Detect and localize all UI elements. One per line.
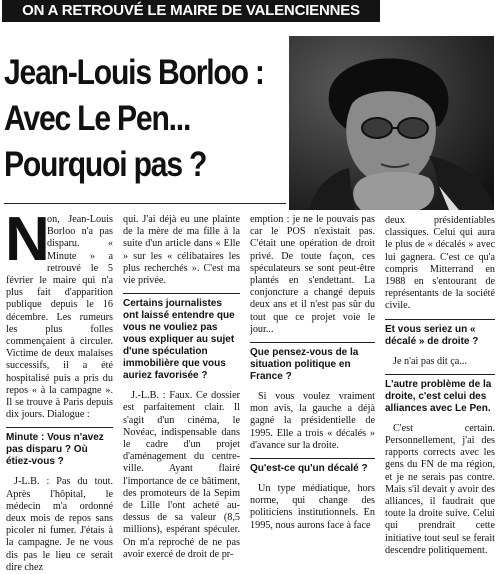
- intro-paragraph: on, Jean-Louis Borloo n'a pas disparu. « Minute » a retrouvé le 5 février le maire qui n'a plus fait d'apparition publique depuis le 16 décembre. Les rumeurs les plus folles commençaient à circuler. Victime de deux malaises successifs, il a été hospitalisé puis a pris du repos « à la campagne ». Il se trouve à Paris depuis dix jours. Dialogue :: [6, 214, 113, 421]
- answer-1: J-L.B. : Pas du tout. Après l'hôpital, le médecin m'a ordonné deux mois de repos sans picoler ni fumer. J'étais à la campagne. Je ne vous dis pas le lieu ce serait dire chez: [6, 476, 113, 573]
- article-column-3: [250, 214, 375, 531]
- headline-line-2: Avec Le Pen...: [4, 99, 191, 138]
- headline-line-3: Pourquoi pas ?: [4, 145, 207, 184]
- portrait-photo-image: [289, 36, 494, 210]
- paragraph-continued: emption : je ne le pouvais pas car le POS n'existait pas. C'était une opération de droit privé. De toute façon, ces spéculateurs se sont peut-être plantés en s'endettant. La conjoncture a changé depuis deux ans et il n'est pas sûr du tout que ce projet voie le jour...: [250, 214, 375, 335]
- question-6: L'autre problème de la droite, c'est celui des alliances avec Le Pen.: [385, 374, 495, 415]
- headline-line-1: Jean-Louis Borloo :: [4, 53, 264, 92]
- kicker-banner: ON A RETROUVÉ LE MAIRE DE VALENCIENNES: [2, 0, 380, 22]
- article-column-4: [385, 215, 495, 556]
- article-column-1: [5, 205, 113, 573]
- answer-5: Je n'ai pas dit ça...: [393, 355, 467, 367]
- headline-rule: [4, 203, 286, 204]
- answer-3: Si vous voulez vraiment mon avis, la gauche a déjà gagné la présidentielle de 1995. Elle a trois « décalés » d'avance sur la droite.: [250, 391, 375, 451]
- portrait-photo: [289, 36, 494, 210]
- question-3: Que pensez-vous de la situation politique en France ?: [250, 342, 375, 383]
- paragraph-continued: qui. J'ai déjà eu une plainte de la mère de ma fille à la suite d'un article dans « Elle » sur les « célibataires les plus recherchés ». C'est ma vie privée.: [123, 214, 240, 287]
- answer-2: J.-L.B. : Faux. Ce dossier est parfaitement clair. Il s'agit d'un cinéma, le Novéac, indispensable dans le cadre d'un projet d'aménagement du centre-ville. Ayant flairé l'importance de ce bâtiment, des promoteurs de la Sepim de Lille l'ont acheté au-dessus de sa valeur (8,5 millions), espérant spéculer. On m'a reproché de ne pas avoir exercé de droit de pr-: [123, 390, 240, 560]
- drop-cap: N: [5, 205, 50, 274]
- article-column-2: [123, 214, 240, 560]
- question-2: Certains journalistes ont laissé entendre que vous ne vouliez pas vous expliquer au sujet d'une spéculation immobilière que vous auriez favorisée ?: [123, 293, 240, 382]
- headline: [4, 50, 264, 188]
- question-5: Et vous seriez un « décalé » de droite ?: [385, 319, 495, 348]
- answer-4: Un type médiatique, hors norme, qui change des politiciens institutionnels. En 1995, nous aurons face à face: [250, 483, 375, 531]
- question-1: Minute : Vous n'avez pas disparu ? Où étiez-vous ?: [6, 427, 113, 468]
- question-4: Qu'est-ce qu'un décalé ?: [250, 458, 375, 475]
- answer-6: C'est certain. Personnellement, j'ai des rapports corrects avec les gens du FN de ma région, et je ne serais pas contre. Mais s'il devait y avoir des alliances, il faudrait que toute la droite suive. Celui qui prendrait cette initiative tout seul se ferait descendre politiquement.: [385, 422, 495, 556]
- paragraph-continued: deux présidentiables classiques. Celui qui aura le plus de « décalés » avec lui gagnera. C'est ce qu'a compris Mitterrand en 1988 en s'entourant de représentants de la société civile.: [385, 215, 495, 312]
